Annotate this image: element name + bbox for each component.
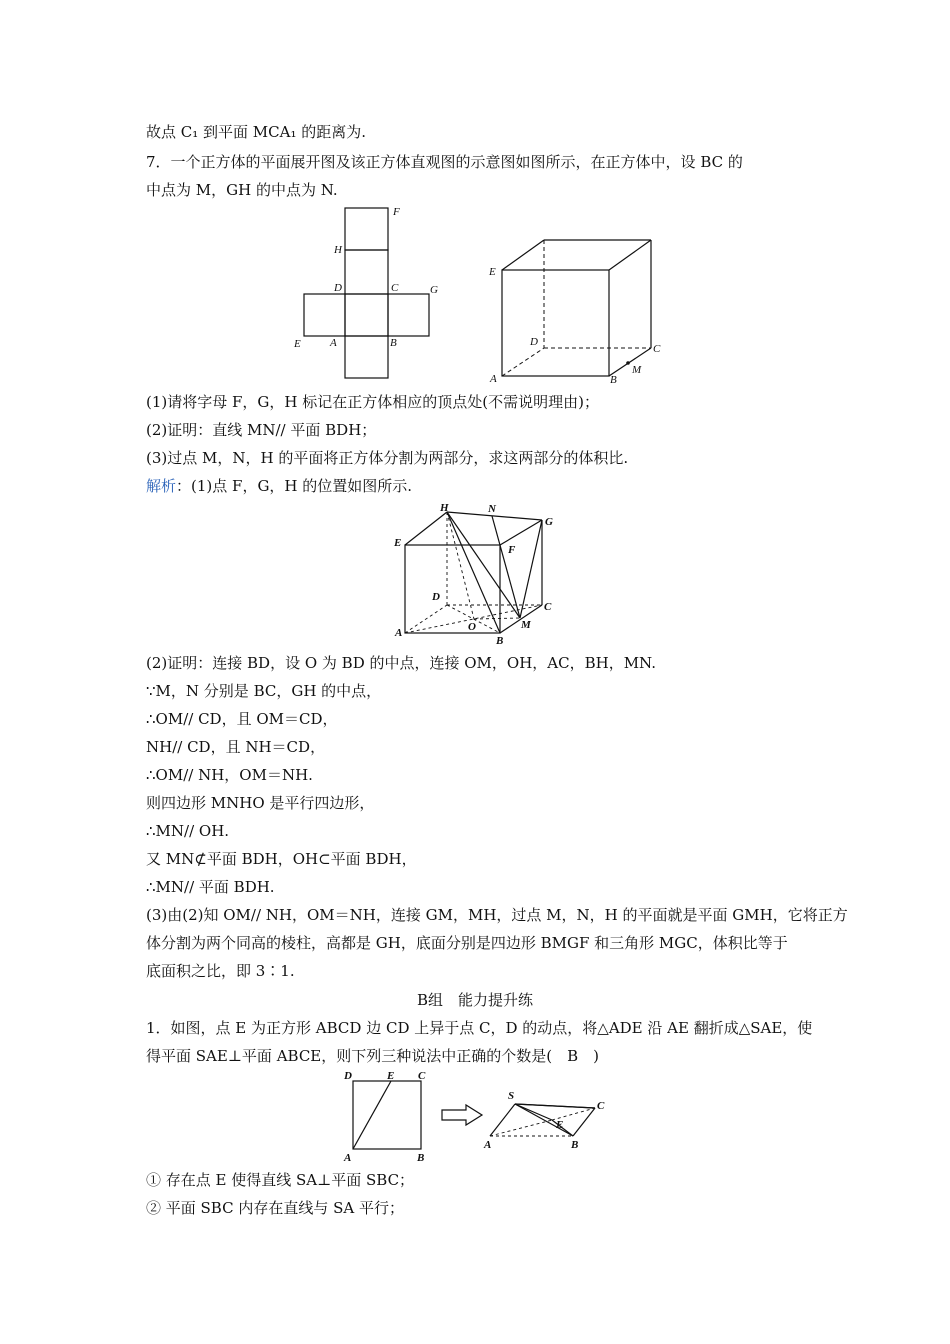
label-G: G bbox=[430, 284, 438, 296]
proof-line: (2)证明：连接 BD，设 O 为 BD 的中点，连接 OM，OH，AC，BH，MN. bbox=[146, 654, 656, 672]
solution-cube-figure bbox=[392, 500, 562, 645]
solution-label: 解析 bbox=[146, 477, 177, 495]
label-D: D bbox=[530, 336, 538, 348]
label-B: B bbox=[571, 1139, 579, 1151]
option-1: ① 存在点 E 使得直线 SA⊥平面 SBC； bbox=[146, 1171, 415, 1189]
label-A: A bbox=[330, 337, 337, 349]
proof-line: ∴OM// NH，OM＝NH. bbox=[146, 766, 313, 784]
label-C: C bbox=[544, 601, 552, 613]
label-F: F bbox=[393, 206, 400, 218]
proof-line: ∵M，N 分别是 BC，GH 的中点， bbox=[146, 682, 382, 700]
arrow-icon bbox=[440, 1104, 485, 1126]
section-heading: B组 能力提升练 bbox=[416, 991, 534, 1009]
problem-7-line-2: 中点为 M，GH 的中点为 N. bbox=[146, 181, 338, 199]
label-G: G bbox=[545, 516, 553, 528]
label-D: D bbox=[432, 591, 440, 603]
label-B: B bbox=[390, 337, 397, 349]
problem-b1-line-1: 1．如图，点 E 为正方形 ABCD 边 CD 上异于点 C，D 的动点，将△ADE 沿 AE 翻折成△SAE，使 bbox=[146, 1019, 813, 1037]
label-C: C bbox=[653, 343, 661, 355]
square-figure bbox=[340, 1068, 440, 1168]
part-3-line-3: 底面积之比，即 3∶1. bbox=[146, 962, 295, 980]
label-B: B bbox=[417, 1152, 425, 1164]
label-D: D bbox=[334, 282, 342, 294]
label-D: D bbox=[344, 1070, 352, 1082]
label-M: M bbox=[632, 364, 642, 376]
label-E: E bbox=[387, 1070, 395, 1082]
proof-line: ∴OM// CD，且 OM＝CD， bbox=[146, 710, 338, 728]
text-line: 故点 C₁ 到平面 MCA₁ 的距离为. bbox=[146, 123, 367, 141]
solution-intro bbox=[146, 476, 412, 496]
question-2: (2)证明：直线 MN// 平面 BDH； bbox=[146, 421, 377, 439]
problem-b1-line-2: 得平面 SAE⊥平面 ABCE，则下列三种说法中正确的个数是( B ) bbox=[146, 1047, 599, 1065]
cube-net-figure bbox=[290, 200, 450, 380]
question-1: (1)请将字母 F，G，H 标记在正方体相应的顶点处(不需说明理由)； bbox=[146, 393, 599, 411]
label-H: H bbox=[334, 244, 342, 256]
label-B: B bbox=[496, 635, 504, 647]
label-C: C bbox=[597, 1100, 605, 1112]
part-3-line-2: 体分割为两个同高的棱柱，高都是 GH，底面分别是四边形 BMGF 和三角形 MGC，体积比等于 bbox=[146, 934, 788, 952]
label-E: E bbox=[489, 266, 496, 278]
proof-line: ∴MN// OH. bbox=[146, 822, 230, 840]
label-M: M bbox=[521, 619, 531, 631]
question-3: (3)过点 M，N，H 的平面将正方体分割为两部分，求这两部分的体积比. bbox=[146, 449, 629, 467]
proof-line: 又 MN⊄平面 BDH，OH⊂平面 BDH， bbox=[146, 850, 417, 868]
label-C: C bbox=[391, 282, 399, 294]
label-O: O bbox=[468, 621, 476, 633]
proof-line: 则四边形 MNHO 是平行四边形， bbox=[146, 794, 375, 812]
label-H: H bbox=[440, 502, 449, 514]
folded-figure bbox=[480, 1078, 620, 1158]
option-2: ② 平面 SBC 内存在直线与 SA 平行； bbox=[146, 1199, 405, 1217]
label-E: E bbox=[556, 1119, 564, 1131]
label-S: S bbox=[508, 1090, 515, 1102]
proof-line: NH// CD，且 NH＝CD， bbox=[146, 738, 326, 756]
label-E: E bbox=[394, 537, 402, 549]
label-A: A bbox=[344, 1152, 352, 1164]
label-A: A bbox=[395, 627, 403, 639]
problem-7-line-1: 7．一个正方体的平面展开图及该正方体直观图的示意图如图所示，在正方体中，设 BC 的 bbox=[146, 153, 743, 171]
label-A: A bbox=[484, 1139, 492, 1151]
label-C: C bbox=[418, 1070, 426, 1082]
cube-figure bbox=[484, 230, 664, 390]
label-B: B bbox=[610, 374, 617, 386]
part-3-line-1: (3)由(2)知 OM// NH，OM＝NH，连接 GM，MH，过点 M，N，H 的平面就是平面 GMH，它将正方 bbox=[146, 906, 848, 924]
label-E: E bbox=[294, 338, 301, 350]
label-N: N bbox=[488, 503, 496, 515]
proof-line: ∴MN// 平面 BDH. bbox=[146, 878, 275, 896]
label-F: F bbox=[508, 544, 516, 556]
label-A: A bbox=[490, 373, 497, 385]
solution-text: ：(1)点 F，G，H 的位置如图所示. bbox=[176, 477, 413, 495]
